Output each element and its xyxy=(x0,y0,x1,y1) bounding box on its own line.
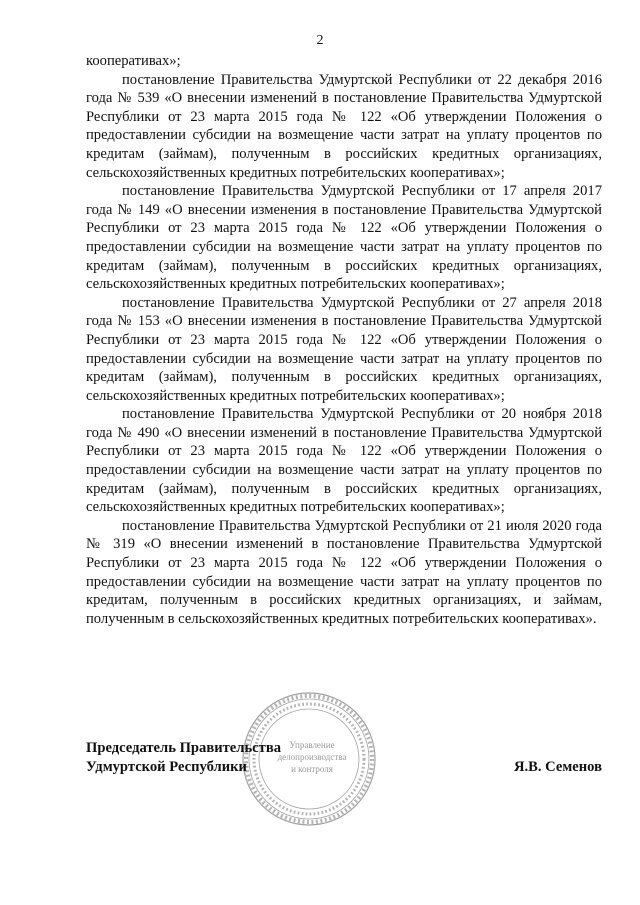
stamp-center-line-3: и контроля xyxy=(291,764,333,774)
paragraph-1: постановление Правительства Удмуртской Республики от 22 декабря 2016 года № 539 «О внесении изменений в постановление Правительства Удмуртской Республики от 23 марта 2015 года № 122 «Об утверждении Положения о предоставлении субсидии на возмещение части затрат на уплату процентов по кредитам (займам), полученным в российских кредитных организациях, сельскохозяйственных кредитных потребительских кооперативах»; xyxy=(86,71,602,181)
signature-block xyxy=(86,739,602,776)
page-number: 2 xyxy=(316,33,324,48)
lead-line: кооперативах»; xyxy=(86,53,181,69)
paragraph-2: постановление Правительства Удмуртской Республики от 17 апреля 2017 года № 149 «О внесении изменения в постановление Правительства Удмуртской Республики от 23 марта 2015 года № 122 «Об утверждении Положения о предоставлении субсидии на возмещение части затрат на уплату процентов по кредитам (займам), полученным в российских кредитных организациях, сельскохозяйственных кредитных потребительских кооперативах»; xyxy=(86,183,602,293)
paragraph-5: постановление Правительства Удмуртской Республики от 21 июля 2020 года № 319 «О внесении изменений в постановление Правительства Удмуртской Республики от 23 марта 2015 года № 122 «Об утверждении Положения о предоставлении субсидии на возмещение части затрат на уплату процентов по кредитам, полученным в российских кредитных организациях, и займам, полученным в сельскохозяйственных кредитных потребительских кооперативах». xyxy=(86,517,602,627)
paragraph-3: постановление Правительства Удмуртской Республики от 27 апреля 2018 года № 153 «О внесении изменения в постановление Правительства Удмуртской Республики от 23 марта 2015 года № 122 «Об утверждении Положения о предоставлении субсидии на возмещение части затрат на уплату процентов по кредитам (займам), полученным в российских кредитных организациях, сельскохозяйственных кредитных потребительских кооперативах»; xyxy=(86,294,602,404)
signatory-position-line-1: Председатель Правительства xyxy=(86,740,282,756)
signatory-name: Я.В. Семенов xyxy=(513,758,602,775)
stamp-center-line-2: делопроизводства xyxy=(277,752,347,762)
paragraph-4: постановление Правительства Удмуртской Республики от 20 ноября 2018 года № 490 «О внесении изменений в постановление Правительства Удмуртской Республики от 23 марта 2015 года № 122 «Об утверждении Положения о предоставлении субсидии на возмещение части затрат на уплату процентов по кредитам (займам), полученным в российских кредитных организациях, сельскохозяйственных кредитных потребительских кооперативах»; xyxy=(86,406,602,516)
document-body xyxy=(86,52,602,628)
stamp-center-line-1: Управление xyxy=(289,740,335,750)
signatory-position-line-2: Удмуртской Республики xyxy=(86,758,247,775)
